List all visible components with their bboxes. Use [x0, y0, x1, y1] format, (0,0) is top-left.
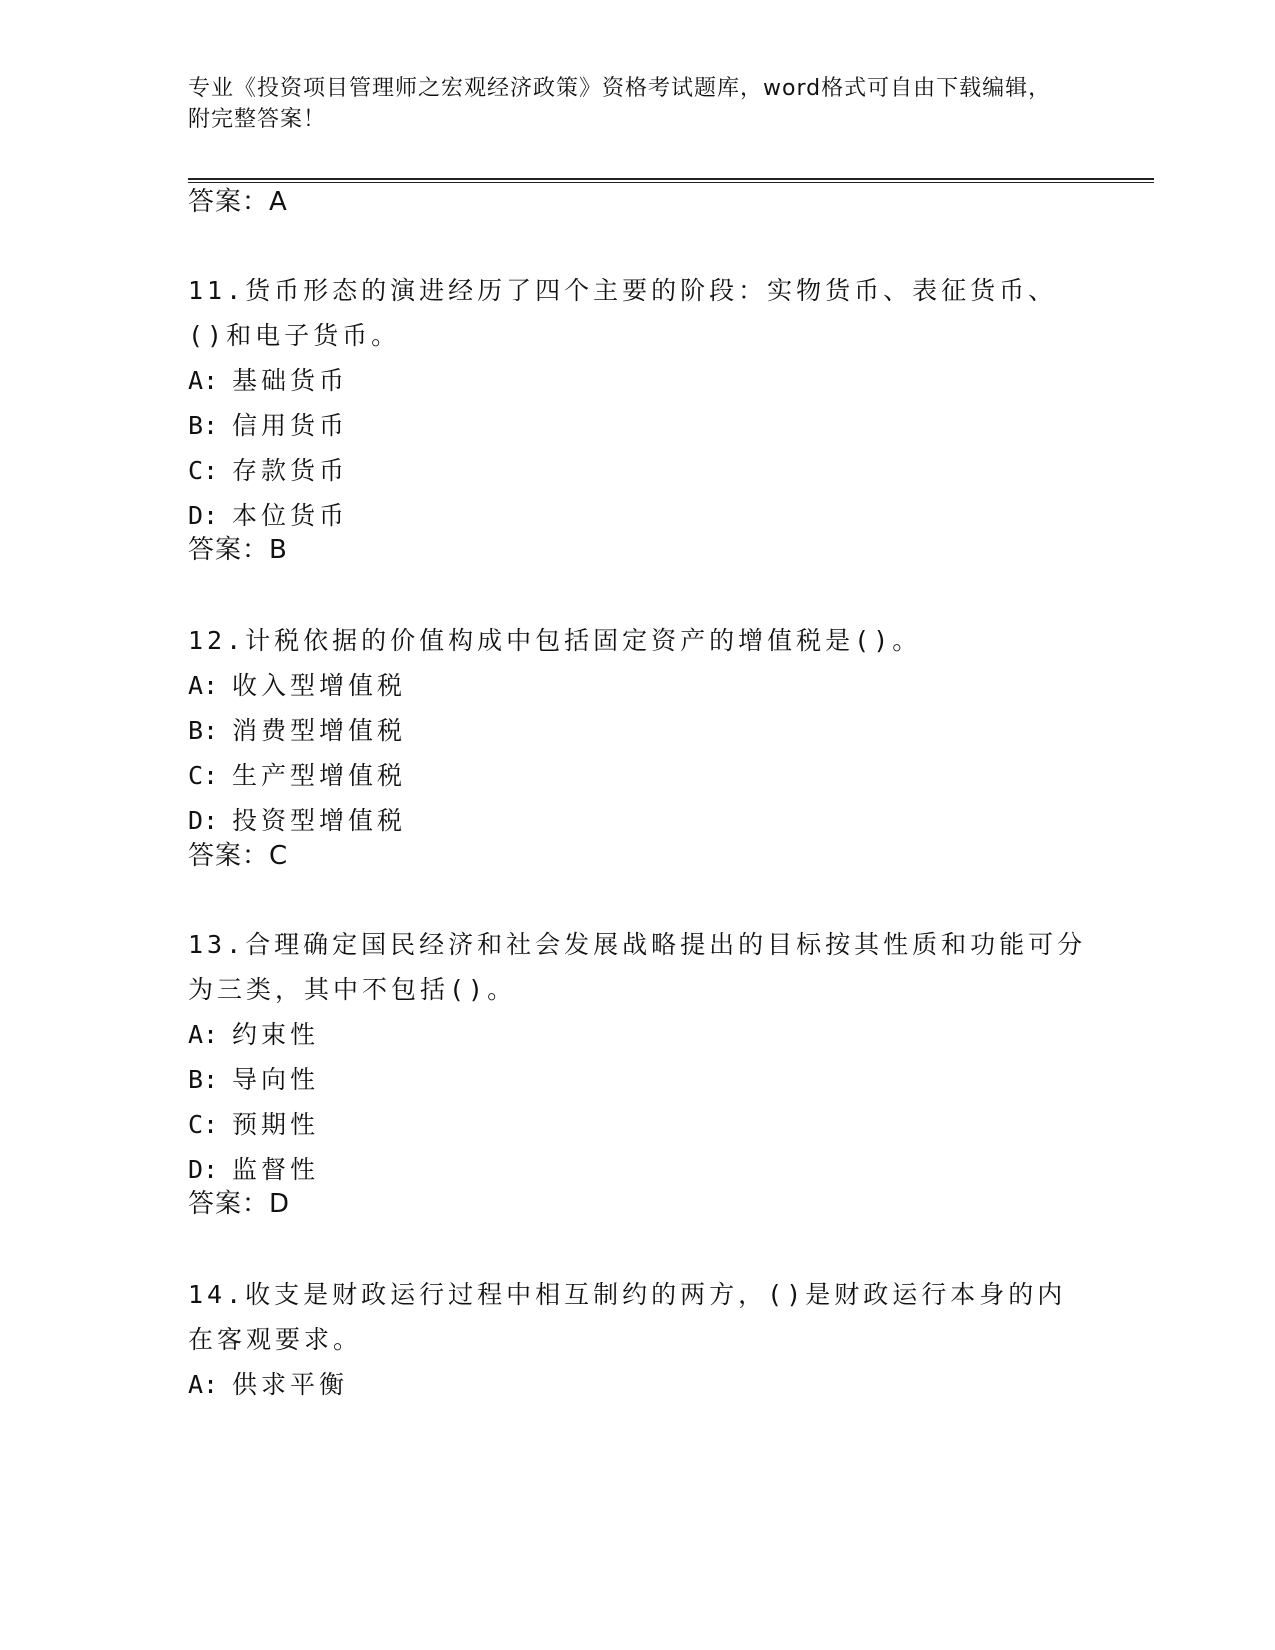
option-text: 投资型增值税 [232, 806, 407, 835]
option-a [188, 358, 1088, 403]
option-text: 基础货币 [232, 366, 349, 395]
question-12 [188, 618, 1088, 843]
option-letter: A: [188, 366, 219, 395]
option-letter: A: [188, 671, 219, 700]
option-a [188, 663, 1088, 708]
option-letter: A: [188, 1370, 219, 1399]
option-b [188, 1057, 1088, 1102]
option-letter: B: [188, 716, 219, 745]
option-text: 预期性 [232, 1110, 320, 1139]
option-a [188, 1362, 1088, 1407]
option-text: 导向性 [232, 1065, 320, 1094]
answer-12: 答案：C [188, 841, 289, 871]
option-d [188, 1147, 1088, 1192]
option-c [188, 1102, 1088, 1147]
answer-10: 答案：A [188, 187, 288, 217]
question-stem: 14.收支是财政运行过程中相互制约的两方，()是财政运行本身的内在客观要求。 [188, 1280, 1067, 1354]
option-letter: B: [188, 411, 219, 440]
option-letter: A: [188, 1020, 219, 1049]
option-text: 供求平衡 [232, 1370, 349, 1399]
answer-11: 答案：B [188, 535, 288, 565]
question-13 [188, 922, 1088, 1192]
question-stem: 13.合理确定国民经济和社会发展战略提出的目标按其性质和功能可分为三类，其中不包括()。 [188, 930, 1087, 1004]
option-text: 生产型增值税 [232, 761, 407, 790]
option-text: 监督性 [232, 1155, 320, 1184]
option-d [188, 798, 1088, 843]
question-14 [188, 1272, 1088, 1407]
option-text: 信用货币 [232, 411, 349, 440]
answer-13: 答案：D [188, 1189, 291, 1219]
option-text: 收入型增值税 [232, 671, 407, 700]
option-c [188, 753, 1088, 798]
option-c [188, 448, 1088, 493]
option-letter: D: [188, 1155, 219, 1184]
option-letter: D: [188, 806, 219, 835]
question-11 [188, 268, 1088, 538]
header-divider [188, 178, 1154, 183]
option-b [188, 708, 1088, 753]
option-b [188, 403, 1088, 448]
option-letter: C: [188, 1110, 219, 1139]
option-letter: D: [188, 501, 219, 530]
document-header: 专业《投资项目管理师之宏观经济政策》资格考试题库，word格式可自由下载编辑，附完整答案！ [188, 76, 1052, 132]
question-stem: 12.计税依据的价值构成中包括固定资产的增值税是()。 [188, 626, 922, 655]
option-letter: C: [188, 761, 219, 790]
option-text: 存款货币 [232, 456, 349, 485]
option-text: 本位货币 [232, 501, 349, 530]
option-letter: C: [188, 456, 219, 485]
option-d [188, 493, 1088, 538]
option-letter: B: [188, 1065, 219, 1094]
option-text: 约束性 [232, 1020, 320, 1049]
question-stem: 11.货币形态的演进经历了四个主要的阶段：实物货币、表征货币、()和电子货币。 [188, 276, 1058, 350]
option-a [188, 1012, 1088, 1057]
option-text: 消费型增值税 [232, 716, 407, 745]
